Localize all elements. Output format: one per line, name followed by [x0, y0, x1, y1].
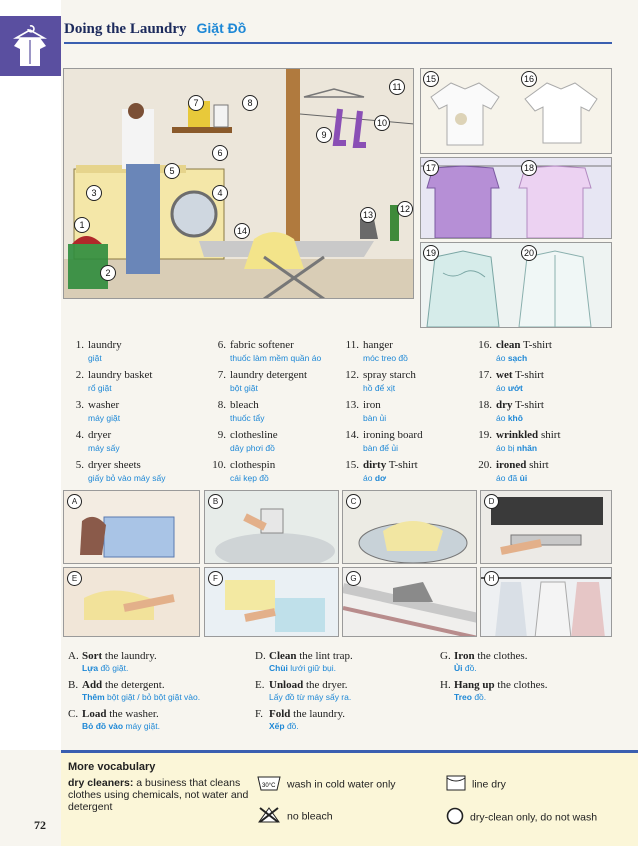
vocab-number: 7. [217, 369, 226, 381]
vocab-term: T-shirt [386, 459, 418, 471]
vocab-term: T-shirt [520, 339, 552, 351]
action-translation [269, 662, 353, 674]
vocab-item [343, 429, 423, 454]
action-verb: Unload [269, 679, 304, 691]
title-english: Doing the Laundry [64, 21, 187, 37]
action-translation [82, 720, 200, 732]
vocab-translation [88, 382, 165, 395]
vocab-number: 8. [217, 399, 226, 411]
label-b: B [208, 494, 223, 509]
label-h: H [484, 571, 499, 586]
action-pane-a [63, 490, 200, 564]
vocab-translation [363, 352, 423, 365]
vocab-number: 20. [478, 459, 492, 471]
action-item [255, 708, 353, 732]
vocab-term: hanger [363, 339, 393, 351]
vocab-translation [230, 352, 321, 365]
term: dry cleaners: [68, 777, 134, 789]
actions-column-1 [68, 650, 200, 737]
action-vi-bold: Thêm [82, 692, 105, 702]
action-verb: Clean [269, 650, 297, 662]
action-letter: A. [68, 650, 79, 662]
clean-dirty-tshirts-pane [420, 68, 612, 154]
vocab-vi-text: áo [496, 412, 508, 423]
vocab-vi-text: bàn để ủi [363, 442, 398, 453]
callout-10: 10 [374, 115, 390, 131]
care-symbol-cold-wash [257, 775, 396, 794]
vocab-term: laundry basket [88, 369, 153, 381]
callout-1: 1 [74, 217, 90, 233]
vocab-bold-word: clean [496, 339, 521, 351]
vocab-vi-text: áo [363, 472, 375, 483]
callout-12: 12 [397, 201, 413, 217]
section-badge [0, 16, 61, 76]
vocab-item [210, 369, 321, 394]
vocab-item [68, 339, 165, 364]
action-verb: Sort [82, 650, 103, 662]
action-item [255, 679, 353, 703]
vocab-term: dryer [88, 429, 112, 441]
callout-4: 4 [212, 185, 228, 201]
vocab-bold-word: wrinkled [496, 429, 539, 441]
vocab-vi-text: máy giặt [88, 412, 121, 423]
vocab-item [210, 459, 321, 484]
vocab-vi-text: rổ giặt [88, 382, 112, 393]
action-vi-rest: đồ giặt. [98, 663, 129, 673]
action-pane-e [63, 567, 200, 637]
action-translation [454, 691, 548, 703]
action-vi-bold: Xếp [269, 721, 285, 731]
vocab-number: 12. [345, 369, 359, 381]
vocab-translation [496, 382, 561, 395]
vocab-vi-text: thuốc tẩy [230, 412, 265, 423]
sort-laundry-art [64, 491, 200, 564]
action-verb: Add [82, 679, 103, 691]
vocab-vi-text: áo đã [496, 472, 520, 483]
callout-16: 16 [521, 71, 537, 87]
action-vi-rest: đồ. [284, 721, 299, 731]
vocab-number: 15. [345, 459, 359, 471]
callout-5: 5 [164, 163, 180, 179]
care-symbol-dry-clean [446, 807, 597, 828]
action-letter: E. [255, 679, 265, 691]
callout-6: 6 [212, 145, 228, 161]
care-text-line-dry: line dry [472, 778, 506, 791]
action-translation [82, 691, 200, 703]
callout-17: 17 [423, 160, 439, 176]
dry-clean-icon [446, 807, 464, 828]
action-pane-b [204, 490, 339, 564]
vocab-item [343, 339, 423, 364]
action-item [440, 650, 548, 674]
vocab-column-2 [210, 339, 321, 489]
action-item [68, 650, 200, 674]
callout-9: 9 [316, 127, 332, 143]
action-translation [82, 662, 200, 674]
definition: a business that cleans clothes using chemicals, not water and detergent [68, 777, 249, 813]
action-verb: Fold [269, 708, 291, 720]
action-vi-bold: Lựa [82, 663, 99, 673]
action-pane-f [204, 567, 339, 637]
laundry-room-illustration [63, 68, 414, 299]
vocab-term: clothespin [230, 459, 276, 471]
callout-20: 20 [521, 245, 537, 261]
vocab-vi-bold: ướt [507, 382, 523, 393]
vocab-term: fabric softener [230, 339, 294, 351]
vocab-number: 10. [212, 459, 226, 471]
vocab-item [68, 429, 165, 454]
callout-2: 2 [100, 265, 116, 281]
vocab-vi-text: cái kẹp đồ [230, 472, 269, 483]
vocab-number: 1. [75, 339, 84, 351]
vocab-vi-text: dây phơi đồ [230, 442, 275, 453]
action-rest: the clothes. [474, 650, 528, 662]
vocab-item [343, 369, 423, 394]
vocab-bold-word: wet [496, 369, 513, 381]
care-text-no-bleach: no bleach [287, 810, 333, 823]
vocab-term: washer [88, 399, 120, 411]
vocab-translation [230, 382, 321, 395]
shirt-hanger-icon [12, 24, 48, 68]
vocab-number: 4. [75, 429, 84, 441]
washtub-icon [257, 775, 281, 794]
vocab-vi-bold: dơ [374, 472, 387, 483]
vocab-translation [88, 442, 165, 455]
callout-19: 19 [423, 245, 439, 261]
vocab-term: clothesline [230, 429, 278, 441]
vocab-item [476, 369, 561, 394]
action-translation [269, 691, 353, 703]
actions-column-2 [255, 650, 353, 737]
vocab-translation [363, 442, 423, 455]
wash-temp: 30°C [262, 783, 276, 789]
action-letter: F. [255, 708, 263, 720]
vocab-bold-word: ironed [496, 459, 527, 471]
callout-7: 7 [188, 95, 204, 111]
action-rest: the dryer. [303, 679, 348, 691]
action-item [440, 679, 548, 703]
vocab-number: 6. [217, 339, 226, 351]
vocab-column-3 [343, 339, 423, 489]
vocab-column-1 [68, 339, 165, 489]
vocab-term: spray starch [363, 369, 416, 381]
action-vi-bold: Bỏ đồ vào [82, 721, 124, 731]
action-vi-rest: lưới giữ bụi. [287, 663, 337, 673]
action-vi-rest: máy giặt. [123, 721, 160, 731]
vocab-translation [363, 412, 423, 425]
laundry-scene-art [64, 69, 414, 299]
label-e: E [67, 571, 82, 586]
vocab-number: 11. [345, 339, 359, 351]
vocab-translation [496, 352, 561, 365]
action-item [68, 679, 200, 703]
action-rest: the laundry. [102, 650, 157, 662]
vocab-translation [363, 382, 423, 395]
page-header [64, 20, 612, 44]
care-text-cold-wash: wash in cold water only [287, 778, 396, 791]
vocab-item [343, 399, 423, 424]
vocab-translation [496, 442, 561, 455]
vocab-translation [496, 472, 561, 485]
vocab-item [68, 459, 165, 484]
vocab-term: shirt [526, 459, 549, 471]
iron-clothes-art [343, 568, 477, 637]
action-pane-g [342, 567, 477, 637]
vocab-number: 9. [217, 429, 226, 441]
callout-3: 3 [86, 185, 102, 201]
vocab-term: dryer sheets [88, 459, 141, 471]
care-text-dry-clean: dry-clean only, do not wash [470, 811, 598, 824]
vocab-item [476, 399, 561, 424]
vocab-item [210, 339, 321, 364]
action-rest: the clothes. [494, 679, 548, 691]
action-vi-rest: Lấy đồ từ máy sấy ra. [269, 692, 352, 702]
action-translation [269, 720, 353, 732]
vocab-vi-text: bột giặt [230, 382, 258, 393]
action-vi-rest: bột giặt / bỏ bột giặt vào. [104, 692, 201, 702]
label-g: G [346, 571, 361, 586]
dry-cleaners-definition [68, 777, 258, 813]
vocab-item [68, 369, 165, 394]
callout-13: 13 [360, 207, 376, 223]
callout-11: 11 [389, 79, 405, 95]
no-bleach-icon [257, 807, 281, 826]
action-letter: H. [440, 679, 451, 691]
vocab-vi-text: móc treo đồ [363, 352, 408, 363]
vocab-item [476, 429, 561, 454]
vocab-translation [88, 352, 165, 365]
wet-dry-art [421, 158, 612, 239]
vocab-number: 14. [345, 429, 359, 441]
vocab-term: laundry detergent [230, 369, 308, 381]
vocab-number: 13. [345, 399, 359, 411]
action-vi-rest: đồ. [462, 663, 477, 673]
title-vietnamese: Giặt Đồ [196, 20, 247, 36]
vocab-vi-bold: sạch [507, 352, 528, 363]
action-vi-rest: đồ. [471, 692, 487, 702]
vocab-translation [230, 442, 321, 455]
vocab-term: bleach [230, 399, 259, 411]
vocab-term: T-shirt [512, 399, 544, 411]
vocab-term: shirt [538, 429, 561, 441]
care-symbol-no-bleach [257, 807, 333, 826]
vocab-item [343, 459, 423, 484]
vocab-number: 18. [478, 399, 492, 411]
callout-15: 15 [423, 71, 439, 87]
more-vocabulary-panel [61, 750, 638, 846]
action-translation [454, 662, 548, 674]
lint-trap-art [481, 491, 612, 564]
vocab-item [210, 429, 321, 454]
vocab-vi-bold: nhăn [516, 442, 538, 453]
vocab-translation [88, 412, 165, 425]
vocab-vi-bold: ủi [519, 472, 528, 483]
vocab-vi-text: hồ để xịt [363, 382, 396, 393]
action-vi-bold: Chùi [269, 663, 288, 673]
vocab-bold-word: dry [496, 399, 513, 411]
vocab-number: 2. [75, 369, 84, 381]
label-d: D [484, 494, 499, 509]
line-dry-icon [446, 775, 466, 794]
callout-14: 14 [234, 223, 250, 239]
action-letter: C. [68, 708, 79, 720]
action-rest: the washer. [106, 708, 159, 720]
vocab-number: 3. [75, 399, 84, 411]
vocab-item [210, 399, 321, 424]
vocab-number: 5. [75, 459, 84, 471]
vocab-term: ironing board [363, 429, 423, 441]
more-vocab-heading: More vocabulary [68, 761, 156, 773]
hang-clothes-art [481, 568, 612, 637]
vocab-item [476, 459, 561, 484]
add-detergent-art [205, 491, 339, 564]
page-number: 72 [34, 818, 46, 832]
vocab-term: iron [363, 399, 381, 411]
vocab-vi-text: thuốc làm mềm quần áo [230, 352, 322, 363]
unload-dryer-art [64, 568, 200, 637]
vocab-bold-word: dirty [363, 459, 387, 471]
action-vi-bold: Ủi [454, 663, 463, 673]
load-washer-art [343, 491, 477, 564]
vocab-term: laundry [88, 339, 122, 351]
action-rest: the lint trap. [296, 650, 353, 662]
vocab-term: T-shirt [512, 369, 544, 381]
action-letter: G. [440, 650, 451, 662]
action-rest: the laundry. [290, 708, 345, 720]
tshirts-art [421, 69, 612, 154]
actions-column-3 [440, 650, 548, 708]
vocab-translation [230, 472, 321, 485]
vocab-vi-bold: khô [507, 412, 523, 423]
action-verb: Iron [454, 650, 475, 662]
care-symbol-line-dry [446, 775, 506, 794]
vocab-vi-text: giấy bỏ vào máy sấy [88, 472, 166, 483]
vocab-vi-text: áo bị [496, 442, 517, 453]
action-pane-d [480, 490, 612, 564]
vocab-vi-text: máy sấy [88, 442, 120, 453]
action-letter: B. [68, 679, 79, 691]
callout-8: 8 [242, 95, 258, 111]
action-verb: Load [82, 708, 107, 720]
vocab-translation [363, 472, 423, 485]
vocab-item [68, 399, 165, 424]
action-item [255, 650, 353, 674]
vocab-vi-text: áo [496, 382, 508, 393]
vocab-vi-text: bàn ủi [363, 412, 387, 423]
action-pane-c [342, 490, 477, 564]
vocab-number: 19. [478, 429, 492, 441]
action-pane-h [480, 567, 612, 637]
vocab-column-4 [476, 339, 561, 489]
vocab-translation [88, 472, 165, 485]
vocab-translation [496, 412, 561, 425]
vocab-vi-text: áo [496, 352, 508, 363]
callout-18: 18 [521, 160, 537, 176]
vocab-item [476, 339, 561, 364]
shirts-art [421, 243, 612, 328]
wrinkled-ironed-shirts-pane [420, 242, 612, 328]
label-f: F [208, 571, 223, 586]
vocab-vi-text: giặt [88, 352, 102, 363]
label-a: A [67, 494, 82, 509]
vocab-translation [230, 412, 321, 425]
action-vi-bold: Treo [454, 692, 472, 702]
vocab-number: 17. [478, 369, 492, 381]
label-c: C [346, 494, 361, 509]
vocab-number: 16. [478, 339, 492, 351]
action-verb: Hang up [454, 679, 495, 691]
side-strip [0, 0, 61, 750]
action-rest: the detergent. [102, 679, 165, 691]
wet-dry-tshirts-pane [420, 157, 612, 239]
action-letter: D. [255, 650, 266, 662]
action-item [68, 708, 200, 732]
fold-laundry-art [205, 568, 339, 637]
